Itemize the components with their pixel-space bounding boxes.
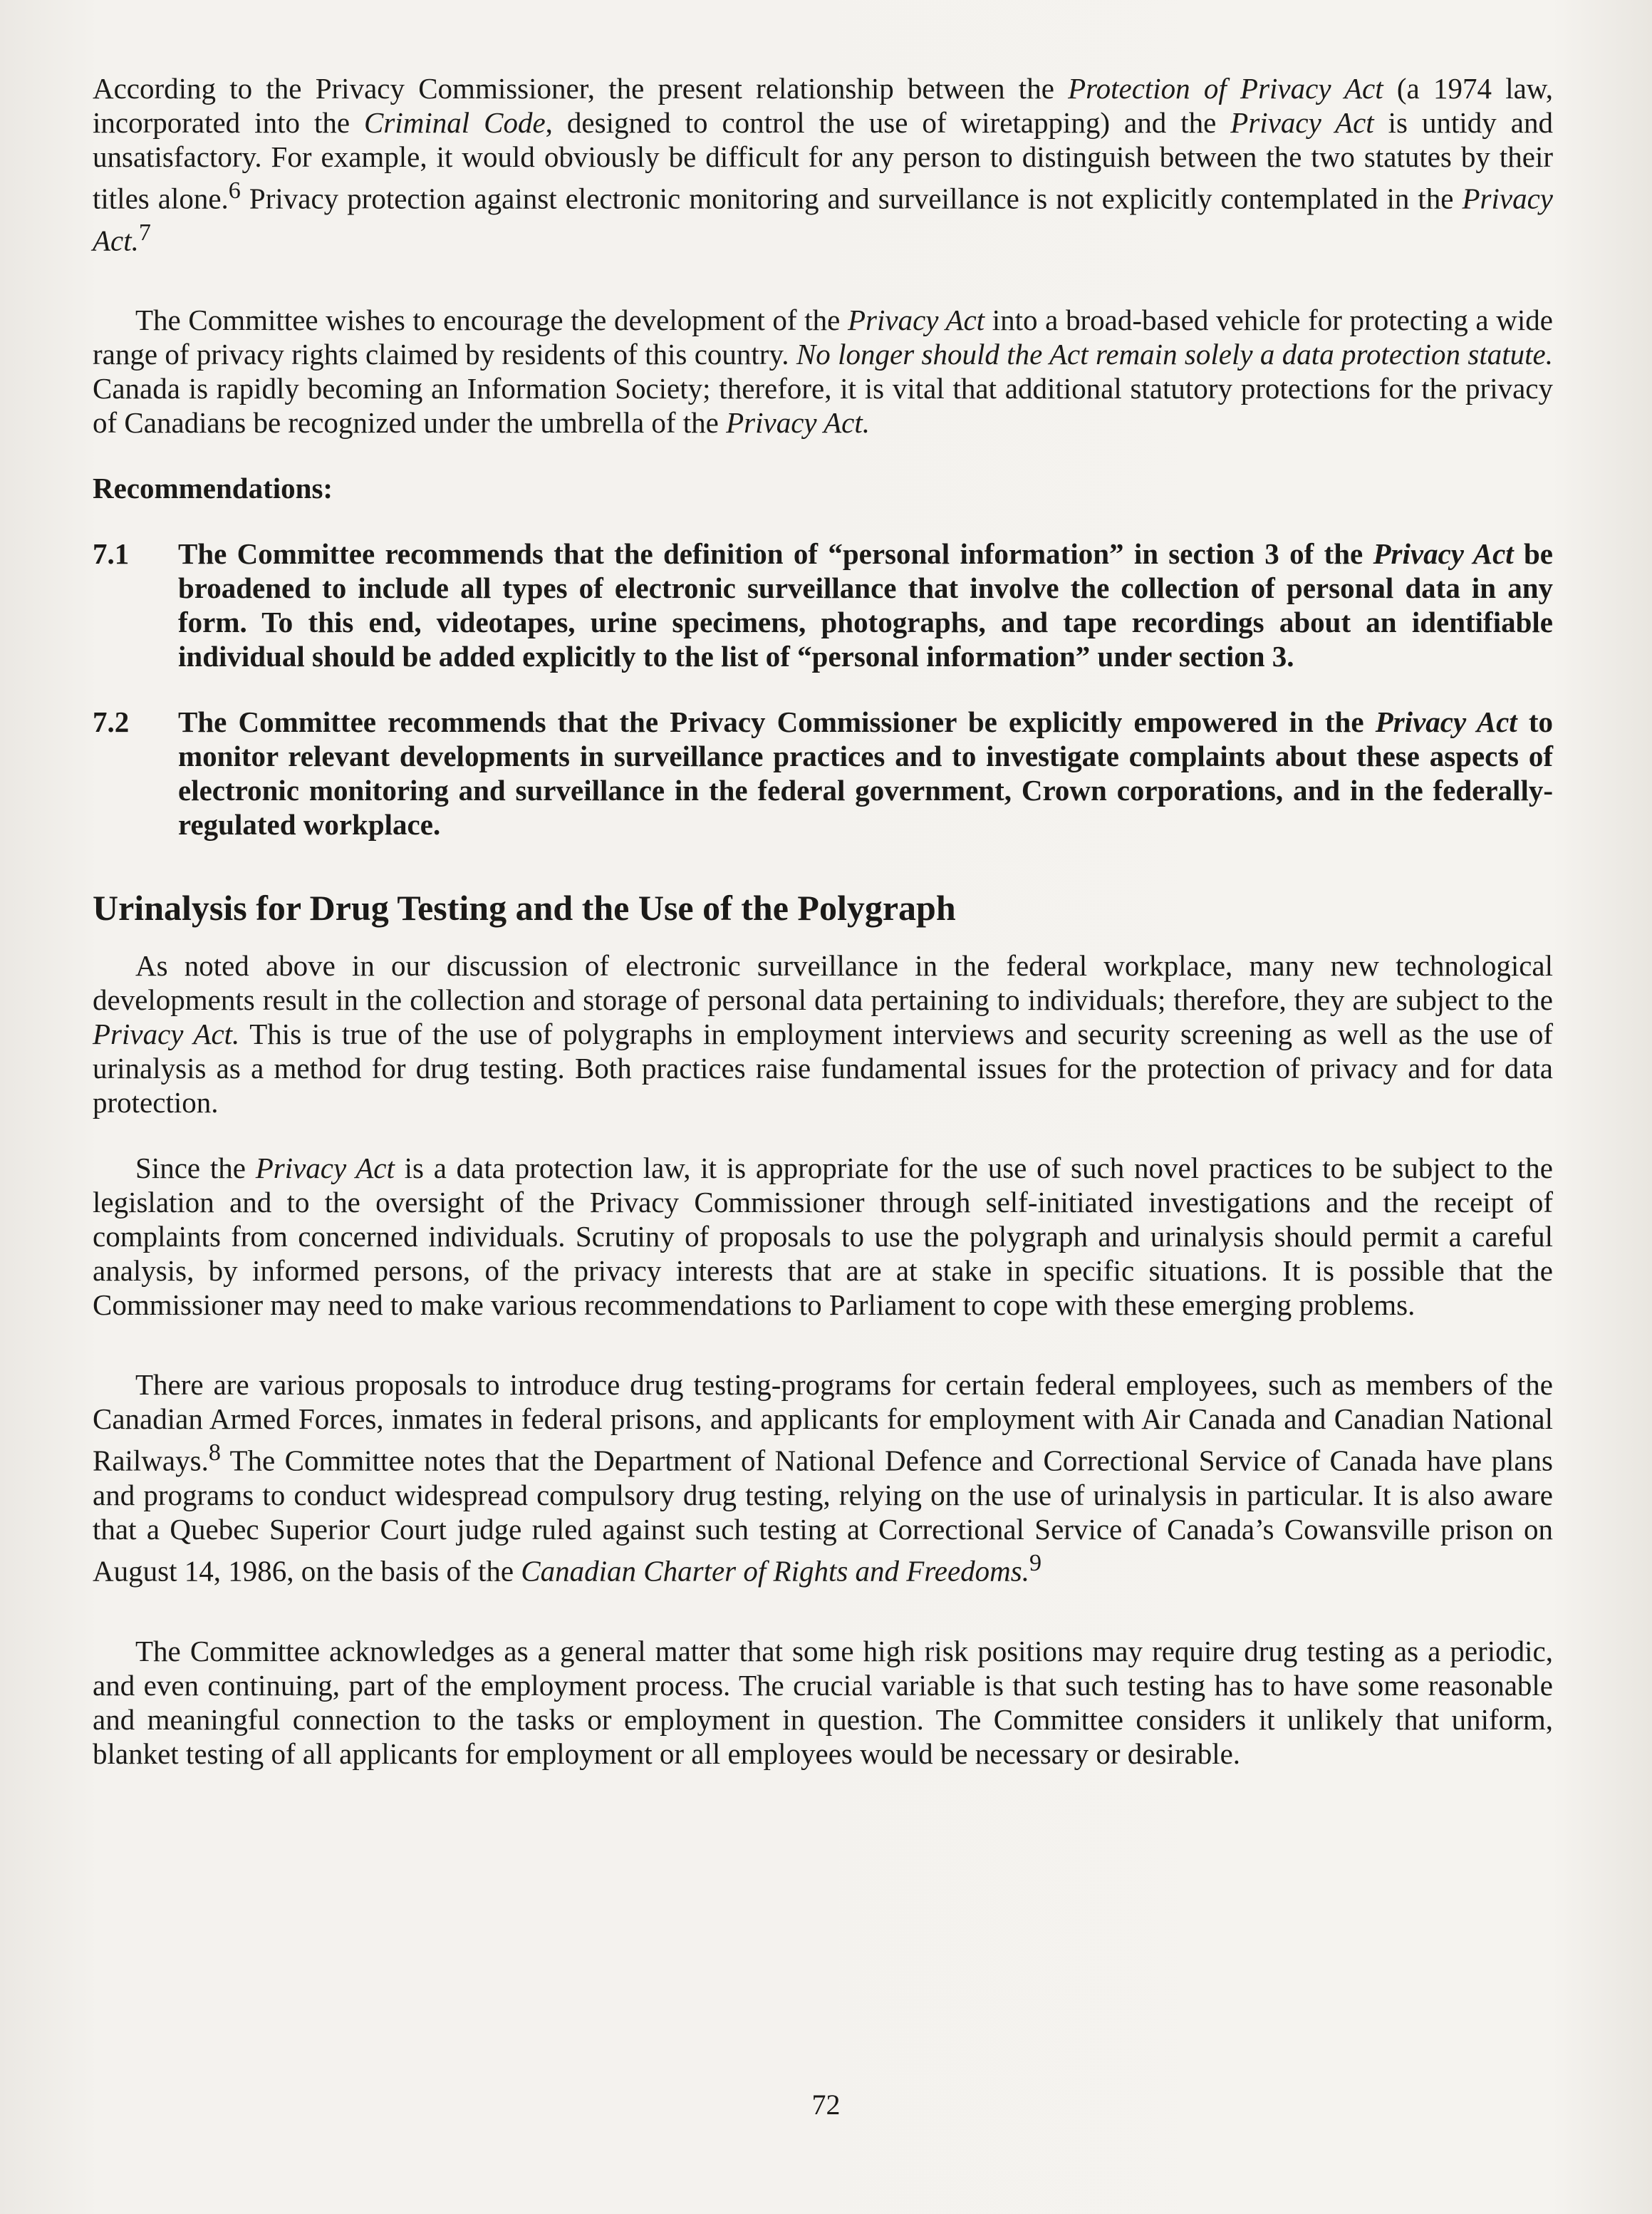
italic-act-title: Privacy Act. [93,1018,240,1051]
italic-charter-title: Canadian Charter of Rights and Freedoms. [521,1554,1029,1588]
footnote-ref: 9 [1029,1549,1042,1576]
page-content [93,71,1553,1771]
italic-act-title: Privacy Act [1373,537,1514,571]
paragraph-high-risk-positions [93,1634,1553,1771]
paragraph-privacy-commissioner [93,71,1553,257]
text-run: The Committee notes that the Department of National Defence and Correctional Service of Canada have plans and programs to conduct widespread compulsory drug testing, relying on the use of urinalysis in particular. It is also aware that a Quebec Superior Court judge ruled against such testing at Correctional Service of Canada’s Cowansville prison on August 14, 1986, on the basis of the [93,1444,1553,1588]
italic-act-title: Privacy Act. [93,182,1553,257]
paragraph-drug-testing-proposals [93,1367,1553,1588]
recommendation-7-1 [93,537,1553,673]
text-run: The Committee wishes to encourage the development of the [135,304,848,337]
text-run: be broadened to include all types of electronic surveillance that involve the collection of personal data in any form. To this end, videotapes, urine specimens, photographs, and tape recordings about an identifiable individual should be added explicitly to the list of “personal information” under section 3. [178,537,1553,673]
text-run: The Committee acknowledges as a general matter that some high risk positions may require drug testing as a periodic, and even continuing, part of the employment process. The crucial variable is that such testing has to have some reasonable and meaningful connection to the tasks or employment in question. The Committee considers it unlikely that uniform, blanket testing of all applicants for employment or all employees would be necessary or desirable. [93,1634,1553,1770]
text-run: Canada is rapidly becoming an Information Society; therefore, it is vital that additional statutory protections for the privacy of Canadians be recognized under the umbrella of the [93,372,1553,440]
italic-act-title: Privacy Act [847,304,985,337]
italic-act-title: Privacy Act. [726,406,871,440]
italic-act-title: Privacy Act [1375,705,1517,739]
text-run: There are various proposals to introduce drug testing-programs for certain federal employees, such as members of the Canadian Armed Forces, inmates in federal prisons, and applicants for employment with Air Canada and Canadian National Railways. [93,1368,1553,1477]
recommendation-text [178,537,1553,673]
recommendations-heading: Recommendations: [93,472,333,505]
paragraph-urinalysis-intro [93,948,1553,1119]
text-run: Since the [135,1152,256,1185]
section-heading: Urinalysis for Drug Testing and the Use of the Polygraph [93,888,956,928]
italic-act-title: Privacy Act [1230,106,1374,139]
text-run: The Committee recommends that the Privacy Commissioner be explicitly empowered in the [178,705,1376,739]
text-run: , designed to control the use of wiretapping) and the [545,106,1231,139]
text-run: is untidy and unsatisfactory. For example, it would obviously be difficult for any person to distinguish between the two statutes by their titles alone. [93,106,1553,215]
page-number: 72 [811,2089,841,2121]
text-run: Privacy protection against electronic monitoring and surveillance is not explicitly contemplated in the [240,182,1463,215]
italic-act-title: Criminal Code [364,106,546,139]
text-run: The Committee recommends that the definition of “personal information” in section 3 of the [178,537,1373,571]
text-run: is a data protection law, it is appropriate for the use of such novel practices to be subject to the legislation and to the oversight of the Privacy Commissioner through self-initiated investigations and the receipt of complaints from concerned individuals. Scrutiny of proposals to use the polygraph and urinalysis should permit a careful analysis, by informed persons, of the privacy interests that are at stake in specific situations. It is possible that the Commissioner may need to make various recommendations to Parliament to cope with these emerging problems. [93,1152,1553,1322]
text-run: As noted above in our discussion of electronic surveillance in the federal workplace, many new technological developments result in the collection and storage of personal data pertaining to individuals; therefore, they are subject to the [93,949,1553,1017]
recommendation-7-2 [93,705,1553,842]
recommendation-number: 7.2 [93,705,130,739]
text-run: (a 1974 law, incorporated into the [93,72,1553,139]
paragraph-data-protection-law [93,1151,1553,1322]
footnote-ref: 8 [208,1439,221,1466]
paragraph-committee-encourage [93,303,1553,440]
footnote-ref: 7 [138,219,151,246]
text-run: According to the Privacy Commissioner, the present relationship between the [93,72,1069,105]
italic-act-title: Privacy Act [255,1152,395,1185]
italic-emphasis: No longer should the Act remain solely a data protection statute. [796,338,1553,371]
text-run: to monitor relevant developments in surveillance practices and to investigate complaints about these aspects of electronic monitoring and surveillance in the federal government, Crown corporations, and in the federally-regulated workplace. [178,705,1553,842]
text-run: This is true of the use of polygraphs in employment interviews and security screening as well as the use of urinalysis as a method for drug testing. Both practices raise fundamental issues for the protection of privacy and for data protection. [93,1018,1553,1119]
recommendation-number: 7.1 [93,537,130,571]
footnote-ref: 6 [228,177,241,204]
italic-act-title: Protection of Privacy Act [1068,72,1383,105]
recommendation-text [178,705,1553,842]
text-run: into a broad-based vehicle for protecting a wide range of privacy rights claimed by residents of this country. [93,304,1553,371]
